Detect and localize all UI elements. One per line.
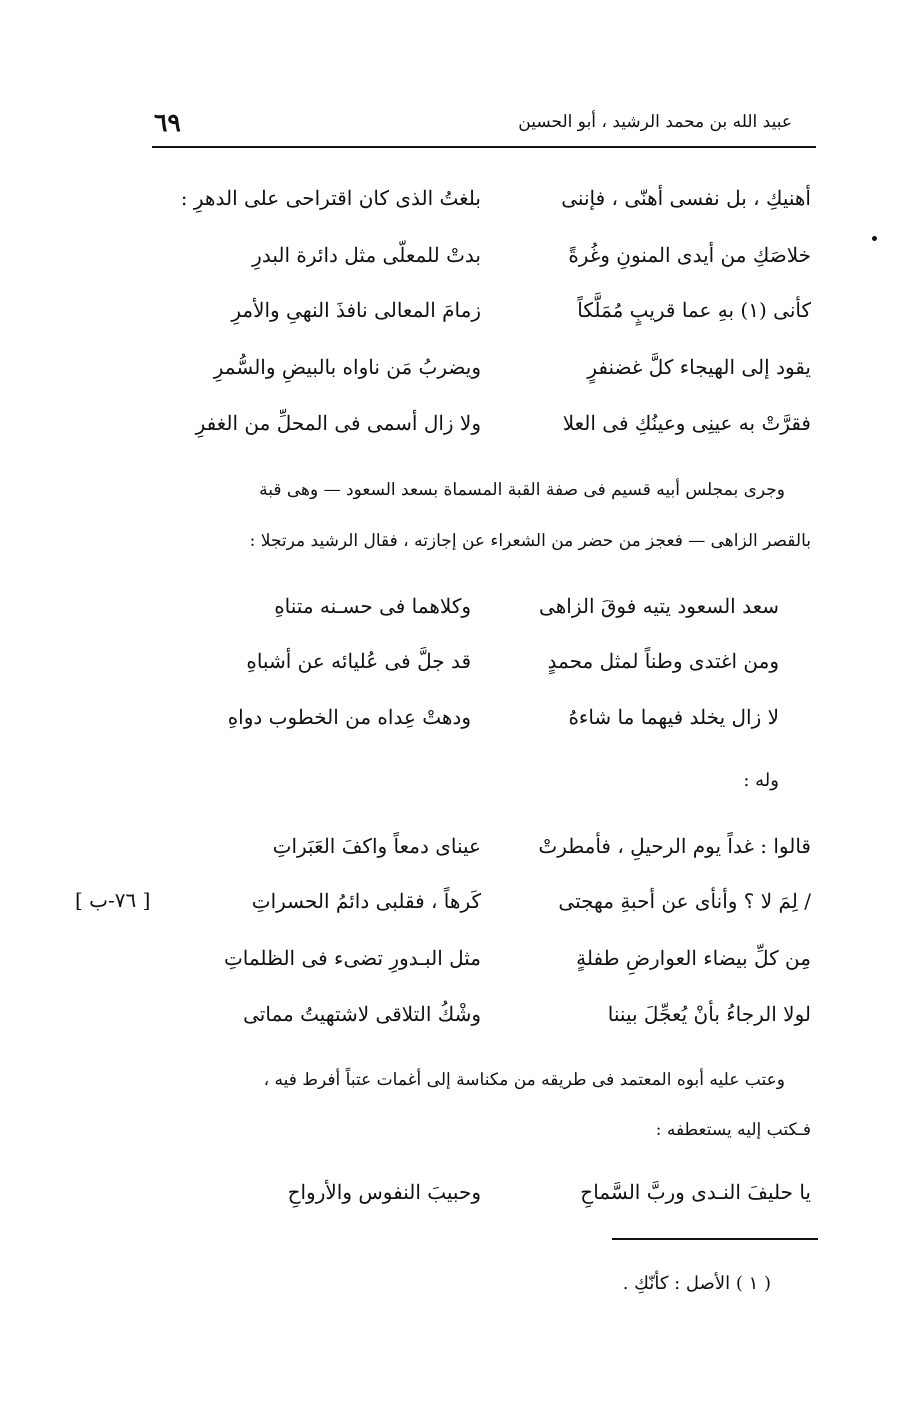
verse-line — [231, 891, 811, 911]
page-number: ٦٩ — [154, 108, 181, 137]
verse-first-hemistich: قالوا : غداً يوم الرحيلِ ، فأمطرتْ — [538, 834, 811, 858]
verse-first-hemistich: يا حليفَ النـدى وربَّ السَّماحِ — [580, 1180, 811, 1204]
page-header — [152, 108, 812, 144]
footnote-rule — [612, 1238, 818, 1240]
verse-second-hemistich: بلغتُ الذى كان اقتراحى على الدهرِ : — [180, 186, 481, 210]
verse-first-hemistich: لا زال يخلد فيهما ما شاءهُ — [568, 705, 779, 729]
verse-second-hemistich: كَرهاً ، فقلبى دائمُ الحسراتِ — [251, 889, 481, 913]
verse-second-hemistich: وشْكُ التلاقى لاشتهيتُ مماتى — [243, 1002, 481, 1026]
verse-line — [143, 707, 779, 727]
prose-line: وعتب عليه أبوه المعتمد فى طريقه من مكناسة إلى أغمات عتباً أفرط فيه ، — [263, 1070, 785, 1090]
prose-line: وجرى بمجلس أبيه قسيم فى صفة القبة المسماة بسعد السعود — وهى قبة — [259, 480, 785, 500]
verse-first-hemistich: خلاصَكِ من أيدى المنونِ وغُرةً — [568, 243, 811, 267]
section-label: وله : — [743, 770, 779, 791]
verse-second-hemistich: عيناى دمعاً واكفَ العَبَراتِ — [272, 834, 481, 858]
verse-first-hemistich: مِن كلِّ بيضاء العوارضِ طفلةٍ — [576, 946, 811, 970]
verse-first-hemistich: كأنى (١) بهِ عما قريبٍ مُمَلَّكاً — [577, 298, 811, 322]
verse-line — [153, 300, 811, 320]
header-rule — [152, 146, 816, 148]
margin-dot — [872, 236, 877, 241]
verse-second-hemistich: وحبيبَ النفوس والأرواحِ — [287, 1180, 481, 1204]
verse-second-hemistich: زمامَ المعالى نافذَ النهىِ والأمرِ — [231, 298, 481, 322]
verse-line — [153, 357, 811, 377]
prose-line: بالقصر الزاهى — فعجز من حضر من الشعراء عن إجازته ، فقال الرشيد مرتجلا : — [249, 531, 811, 551]
verse-first-hemistich: أهنيكِ ، بل نفسى أهنّى ، فإننى — [561, 186, 811, 210]
verse-line — [143, 596, 779, 616]
verse-second-hemistich: مثل البـدورِ تضىء فى الظلماتِ — [223, 946, 481, 970]
verse-second-hemistich: ويضربُ مَن ناواه بالبيضِ والسُّمرِ — [213, 355, 481, 379]
verse-line — [153, 1004, 811, 1024]
verse-line — [153, 413, 811, 433]
verse-first-hemistich: يقود إلى الهيجاء كلَّ غضنفرٍ — [587, 355, 811, 379]
running-title: عبيد الله بن محمد الرشيد ، أبو الحسين — [518, 112, 792, 132]
verse-first-hemistich: / لِمَ لا ؟ وأنأى عن أحبةِ مهجتى — [558, 889, 811, 913]
verse-second-hemistich: ودهتْ عِداه من الخطوب دواهِ — [227, 705, 471, 729]
prose-line: فـكتب إليه يستعطفه : — [655, 1120, 811, 1140]
verse-second-hemistich: بدتْ للمعلّى مثل دائرة البدرِ — [252, 243, 481, 267]
verse-first-hemistich: ومن اغتدى وطناً لمثل محمدٍ — [547, 649, 779, 673]
verse-first-hemistich: لولا الرجاءُ بأنْ يُعجِّلَ بيننا — [607, 1002, 811, 1026]
verse-line — [153, 1182, 811, 1202]
verse-second-hemistich: ولا زال أسمى فى المحلِّ من الغفرِ — [195, 411, 481, 435]
verse-first-hemistich: سعد السعود يتيه فوقَ الزاهى — [539, 594, 779, 618]
manuscript-folio-reference: [ ٧٦-ب ] — [75, 888, 151, 912]
footnote: ( ١ ) الأصل : كأنّكِ . — [622, 1273, 771, 1294]
verse-first-hemistich: فقرَّتْ به عينِى وعينُكِ فى العلا — [562, 411, 811, 435]
verse-line — [153, 948, 811, 968]
verse-line — [153, 188, 811, 208]
verse-line — [153, 245, 811, 265]
verse-line — [143, 651, 779, 671]
verse-second-hemistich: وكلاهما فى حسـنه متناهِ — [274, 594, 471, 618]
verse-line — [153, 836, 811, 856]
verse-second-hemistich: قد جلَّ فى عُليائه عن أشباهِ — [246, 649, 471, 673]
